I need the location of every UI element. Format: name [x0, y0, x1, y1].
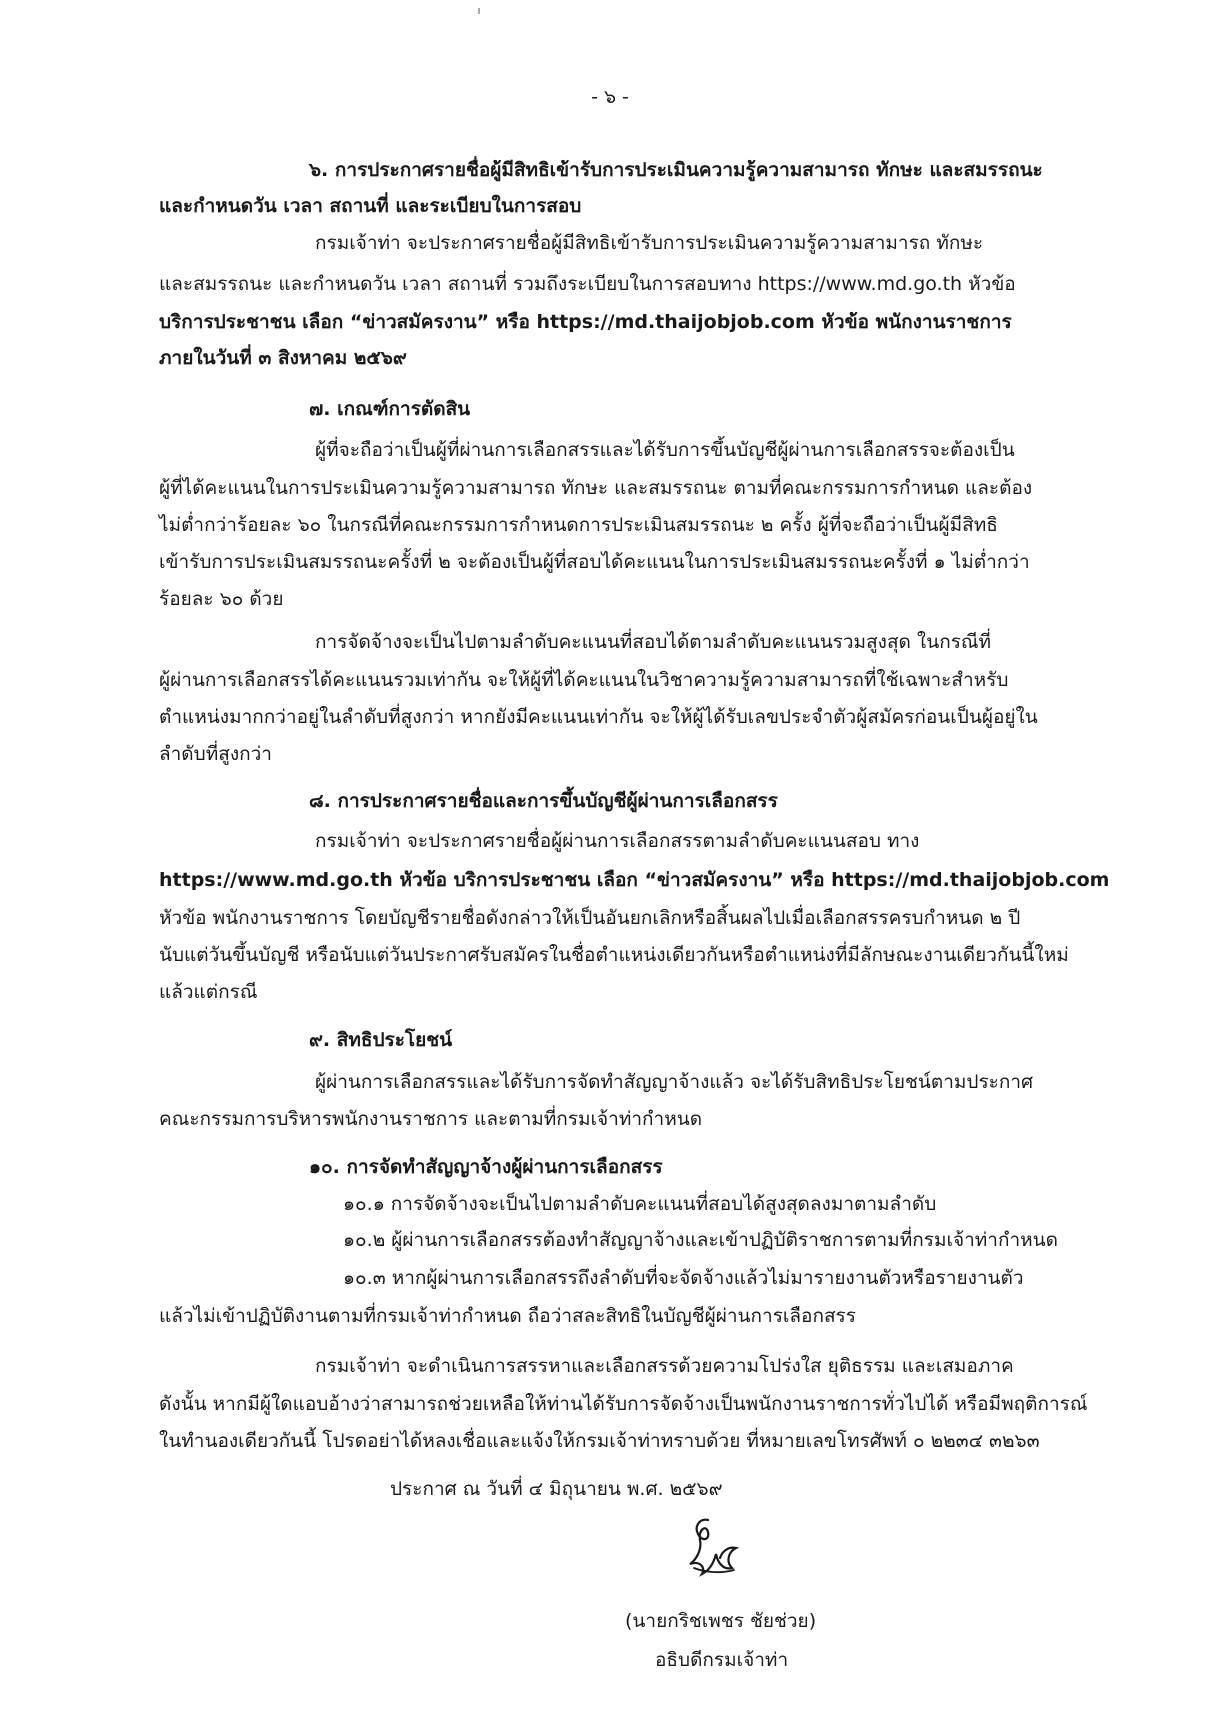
text-line: กรมเจ้าท่า จะดำเนินการสรรหาและเลือกสรรด้วยความโปร่งใส ยุติธรรม และเสมอภาค — [315, 1355, 1014, 1377]
text-line: ๑๐.๑ การจัดจ้างจะเป็นไปตามลำดับคะแนนที่สอบได้สูงสุดลงมาตามลำดับ — [343, 1193, 937, 1215]
text-line: ๙. สิทธิประโยชน์ — [309, 1029, 453, 1051]
text-line: ตำแหน่งมากกว่าอยู่ในลำดับที่สูงกว่า หากยังมีคะแนนเท่ากัน จะให้ผู้ได้รับเลขประจำตัวผู้สมัครก่อนเป็นผู้อยู่ใน — [159, 706, 1038, 728]
text-line: ๑๐.๓ หากผู้ผ่านการเลือกสรรถึงลำดับที่จะจัดจ้างแล้วไม่มารายงานตัวหรือรายงานตัว — [343, 1267, 1024, 1289]
text-line: ภายในวันที่ ๓ สิงหาคม ๒๕๖๙ — [159, 347, 407, 369]
text-line: กรมเจ้าท่า จะประกาศรายชื่อผู้มีสิทธิเข้ารับการประเมินความรู้ความสามารถ ทักษะ — [315, 232, 984, 254]
signature-icon — [670, 1512, 760, 1587]
text-line: ๘. การประกาศรายชื่อและการขึ้นบัญชีผู้ผ่านการเลือกสรร — [309, 790, 778, 812]
text-line: คณะกรรมการบริหารพนักงานราชการ และตามที่กรมเจ้าท่ากำหนด — [159, 1108, 703, 1130]
text-line: ไม่ต่ำกว่าร้อยละ ๖๐ ในกรณีที่คณะกรรมการกำหนดการประเมินสมรรถนะ ๒ ครั้ง ผู้ที่จะถือว่าเป็นผู้มีสิทธิ — [159, 514, 998, 536]
text-line: หัวข้อ พนักงานราชการ โดยบัญชีรายชื่อดังกล่าวให้เป็นอันยกเลิกหรือสิ้นผลไปเมื่อเลือกสรรครบกำหนด ๒ ปี — [159, 907, 1021, 929]
text-line: แล้วไม่เข้าปฏิบัติงานตามที่กรมเจ้าท่ากำหนด ถือว่าสละสิทธิในบัญชีผู้ผ่านการเลือกสรร — [159, 1305, 856, 1327]
text-line: กรมเจ้าท่า จะประกาศรายชื่อผู้ผ่านการเลือกสรรตามลำดับคะแนนสอบ ทาง — [315, 830, 920, 852]
text-line: ๗. เกณฑ์การตัดสิน — [309, 398, 471, 420]
text-line: (นายกริชเพชร ชัยช่วย) — [625, 1610, 817, 1632]
text-line: ผู้ผ่านการเลือกสรรและได้รับการจัดทำสัญญาจ้างแล้ว จะได้รับสิทธิประโยชน์ตามประกาศ — [315, 1071, 1034, 1093]
text-line: ดังนั้น หากมีผู้ใดแอบอ้างว่าสามารถช่วยเหลือให้ท่านได้รับการจัดจ้างเป็นพนักงานราชการทั่วไปได้ หรือมีพฤติการณ์ — [159, 1393, 1088, 1415]
text-line: และสมรรถนะ และกำหนดวัน เวลา สถานที่ รวมถึงระเบียบในการสอบทาง https://www.md.go.th หัวข้อ — [159, 273, 1016, 295]
text-line: บริการประชาชน เลือก “ข่าวสมัครงาน” หรือ https://md.thaijobjob.com หัวข้อ พนักงานราชการ — [159, 311, 1012, 333]
text-line: ผู้ที่ได้คะแนนในการประเมินความรู้ความสามารถ ทักษะ และสมรรถนะ ตามที่คณะกรรมการกำหนด และต้อง — [159, 477, 1033, 499]
text-line: ร้อยละ ๖๐ ด้วย — [159, 588, 284, 610]
text-line: การจัดจ้างจะเป็นไปตามลำดับคะแนนที่สอบได้ตามลำดับคะแนนรวมสูงสุด ในกรณีที่ — [315, 631, 992, 653]
text-line: ๖. การประกาศรายชื่อผู้มีสิทธิเข้ารับการประเมินความรู้ความสามารถ ทักษะ และสมรรถนะ — [309, 159, 1043, 181]
text-line: ในทำนองเดียวกันนี้ โปรดอย่าได้หลงเชื่อและแจ้งให้กรมเจ้าท่าทราบด้วย ที่หมายเลขโทรศัพท์ ๐ ๒๒๓๔ ๓๒๖๓ — [159, 1430, 1040, 1452]
text-line: ประกาศ ณ วันที่ ๔ มิถุนายน พ.ศ. ๒๕๖๙ — [390, 1478, 723, 1500]
text-line: เข้ารับการประเมินสมรรถนะครั้งที่ ๒ จะต้องเป็นผู้ที่สอบได้คะแนนในการประเมินสมรรถนะครั้งที่ ๑ ไม่ต่ำกว่า — [159, 551, 1030, 573]
text-line: ๑๐.๒ ผู้ผ่านการเลือกสรรต้องทำสัญญาจ้างและเข้าปฏิบัติราชการตามที่กรมเจ้าท่ากำหนด — [343, 1229, 1058, 1251]
text-line: ผู้ที่จะถือว่าเป็นผู้ที่ผ่านการเลือกสรรและได้รับการขึ้นบัญชีผู้ผ่านการเลือกสรรจะต้องเป็น — [315, 439, 1015, 461]
page-number: - ๖ - — [591, 86, 629, 108]
text-line: แล้วแต่กรณี — [159, 981, 258, 1003]
text-line: https://www.md.go.th หัวข้อ บริการประชาชน เลือก “ข่าวสมัครงาน” หรือ https://md.thaijobjob.com — [159, 869, 1110, 891]
text-line: นับแต่วันขึ้นบัญชี หรือนับแต่วันประกาศรับสมัครในชื่อตำแหน่งเดียวกันหรือตำแหน่งที่มีลักษณะงานเดียวกันนี้ใหม่ — [159, 944, 1069, 966]
text-line: อธิบดีกรมเจ้าท่า — [655, 1649, 789, 1671]
text-line: ๑๐. การจัดทำสัญญาจ้างผู้ผ่านการเลือกสรร — [309, 1156, 663, 1178]
text-line: ลำดับที่สูงกว่า — [159, 743, 272, 765]
text-line: ผู้ผ่านการเลือกสรรได้คะแนนรวมเท่ากัน จะให้ผู้ที่ได้คะแนนในวิชาความรู้ความสามารถที่ใช้เฉพาะสำหรับ — [159, 669, 1009, 691]
text-line: และกำหนดวัน เวลา สถานที่ และระเบียบในการสอบ — [159, 195, 582, 217]
scan-speck — [478, 8, 480, 14]
